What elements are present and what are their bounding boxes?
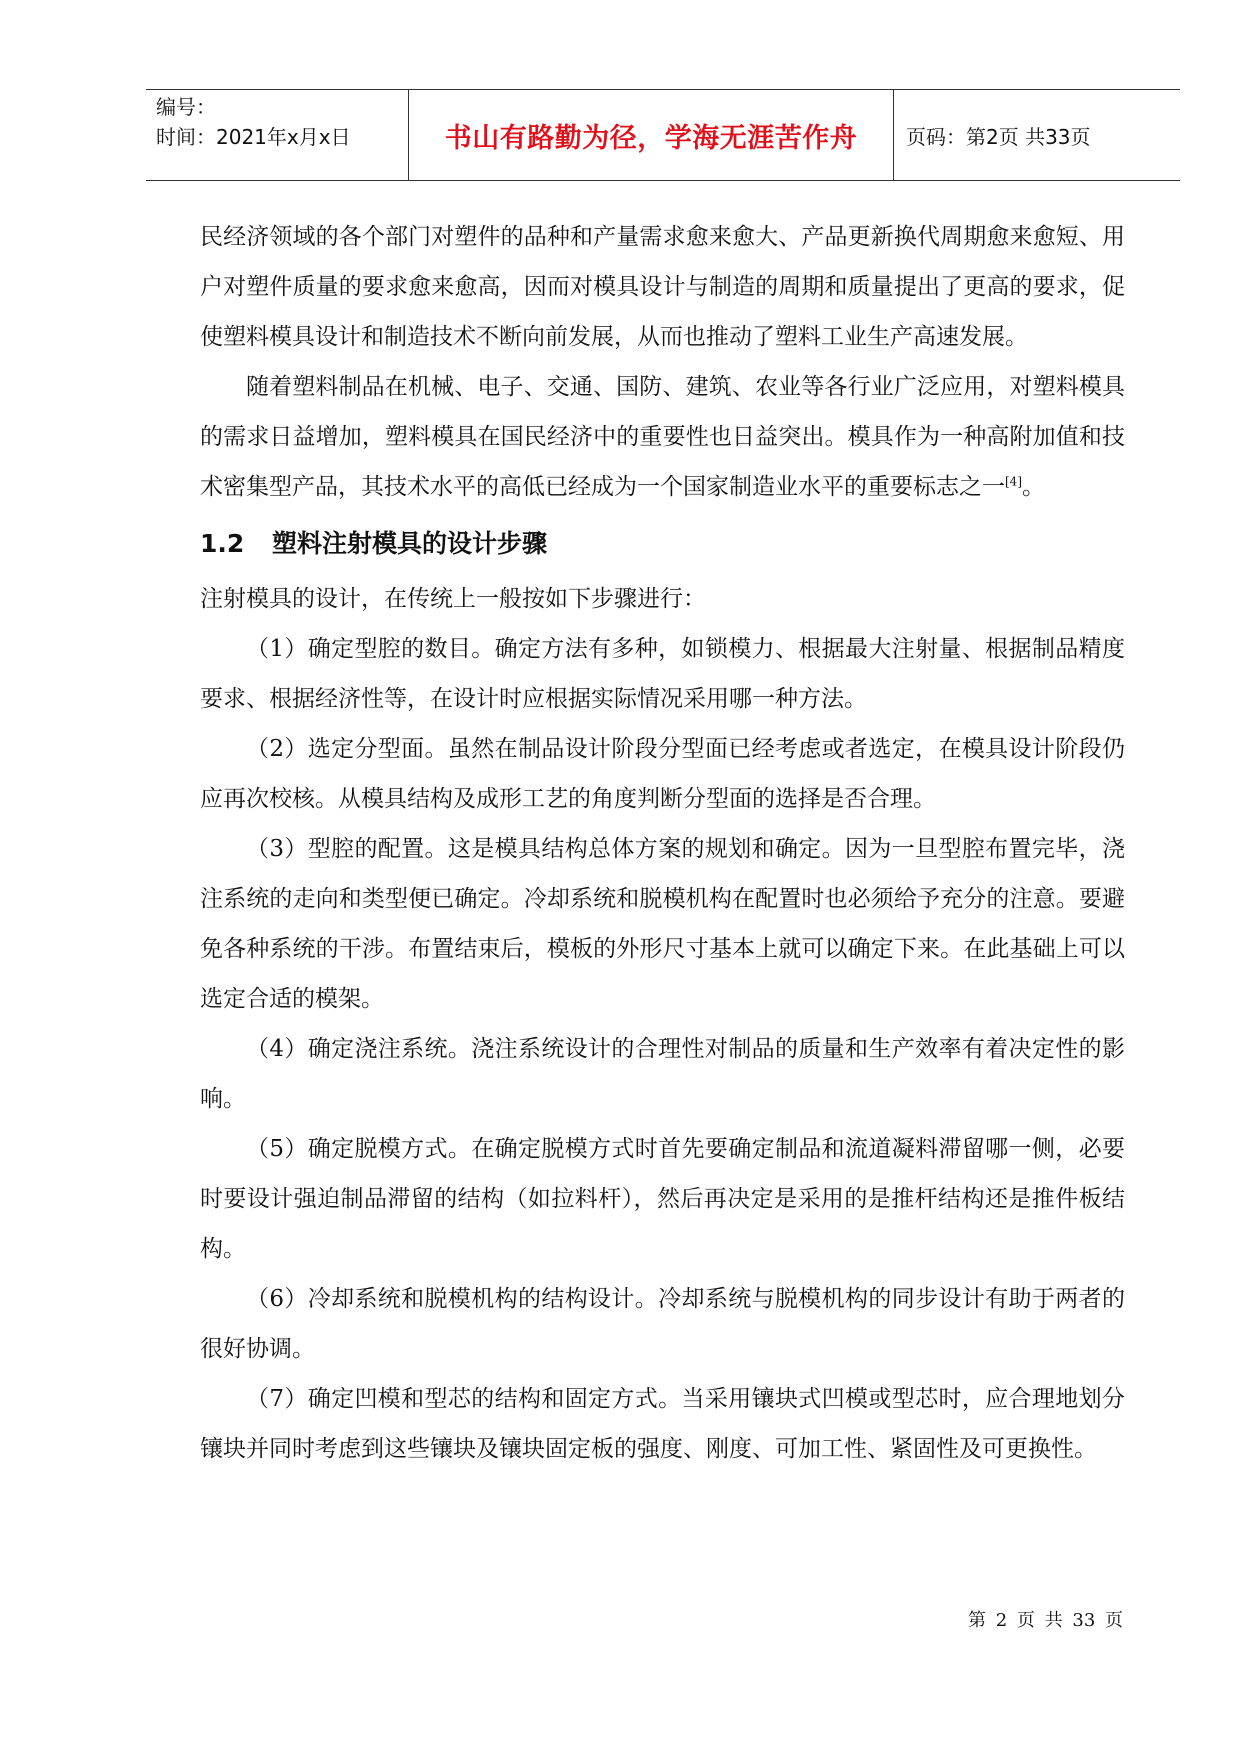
citation-ref: [4] — [1005, 474, 1022, 489]
paragraph-1: 民经济领域的各个部门对塑件的品种和产量需求愈来愈大、产品更新换代周期愈来愈短、用户对塑件质量的要求愈来愈高，因而对模具设计与制造的周期和质量提出了更高的要求，促使塑料模具设计和制造技术不断向前发展，从而也推动了塑料工业生产高速发展。 — [200, 224, 1125, 350]
paragraph-2-text: 随着塑料制品在机械、电子、交通、国防、建筑、农业等各行业广泛应用，对塑料模具的需求日益增加，塑料模具在国民经济中的重要性也日益突出。模具作为一种高附加值和技术密集型产品，其技术水平的高低已经成为一个国家制造业水平的重要标志之一 — [200, 374, 1125, 500]
page-footer: 第 2 页 共 33 页 — [968, 1610, 1123, 1631]
section-heading — [200, 516, 1125, 572]
step-item: （2）选定分型面。虽然在制品设计阶段分型面已经考虑或者选定，在模具设计阶段仍应再次校核。从模具结构及成形工艺的角度判断分型面的选择是否合理。 — [200, 736, 1125, 812]
header-meta — [146, 90, 408, 180]
header-motto-cell — [408, 90, 894, 180]
paragraph-2-end: 。 — [1022, 474, 1045, 500]
header-page-cell — [894, 90, 1180, 180]
document-date: 时间：2021年x月x日 — [156, 125, 351, 149]
paragraph-2 — [200, 362, 1125, 512]
step-item: （1）确定型腔的数目。确定方法有多种，如锁模力、根据最大注射量、根据制品精度要求、根据经济性等，在设计时应根据实际情况采用哪一种方法。 — [200, 636, 1125, 712]
step-item: （7）确定凹模和型芯的结构和固定方式。当采用镶块式凹模或型芯时，应合理地划分镶块并同时考虑到这些镶块及镶块固定板的强度、刚度、可加工性、紧固性及可更换性。 — [200, 1386, 1125, 1462]
steps-intro: 注射模具的设计，在传统上一般按如下步骤进行： — [200, 586, 706, 612]
step-item: （6）冷却系统和脱模机构的结构设计。冷却系统与脱模机构的同步设计有助于两者的很好协调。 — [200, 1286, 1125, 1362]
header-page-info: 页码：第2页 共33页 — [906, 124, 1091, 149]
step-item: （4）确定浇注系统。浇注系统设计的合理性对制品的质量和生产效率有着决定性的影响。 — [200, 1036, 1125, 1112]
header-motto: 书山有路勤为径，学海无涯苦作舟 — [444, 122, 858, 154]
page-header — [146, 89, 1180, 181]
step-item: （5）确定脱模方式。在确定脱模方式时首先要确定制品和流道凝料滞留哪一侧，必要时要设计强迫制品滞留的结构（如拉料杆），然后再决定是采用的是推杆结构还是推件板结构。 — [200, 1136, 1125, 1262]
document-body — [200, 212, 1125, 1474]
section-number: 1.2 — [200, 529, 245, 558]
document-number-label: 编号： — [156, 95, 216, 119]
step-item: （3）型腔的配置。这是模具结构总体方案的规划和确定。因为一旦型腔布置完毕，浇注系统的走向和类型便已确定。冷却系统和脱模机构在配置时也必须给予充分的注意。要避免各种系统的干涉。布置结束后，模板的外形尺寸基本上就可以确定下来。在此基础上可以选定合适的模架。 — [200, 836, 1125, 1012]
section-title: 塑料注射模具的设计步骤 — [272, 529, 548, 558]
